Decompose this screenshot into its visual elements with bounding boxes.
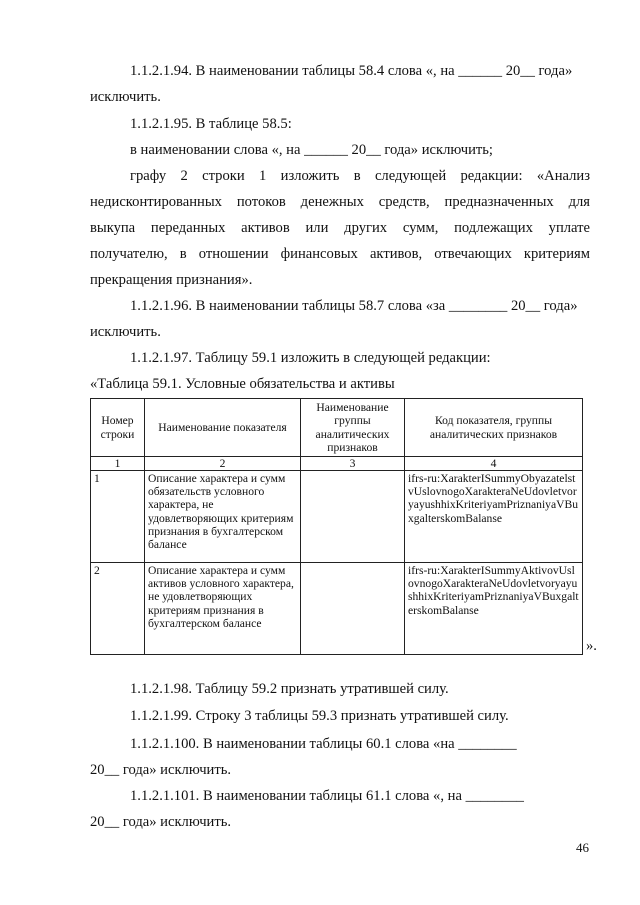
table-59-1 <box>90 398 583 655</box>
row-1-number: 1 <box>91 471 145 563</box>
page-number: 46 <box>576 840 589 855</box>
para-3: в наименовании слова «, на ______ 20__ года» исключить; <box>130 142 493 158</box>
para-7: 1.1.2.1.98. Таблицу 59.2 признать утратившей силу. <box>130 681 449 697</box>
para-4-line-3: выкупа переданных активов или других сумм, подлежащих уплате <box>90 220 590 236</box>
table-row <box>91 471 583 563</box>
para-5-line-1: 1.1.2.1.96. В наименовании таблицы 58.7 слова «за ________ 20__ года» <box>130 298 578 314</box>
table-closing-quote: ». <box>586 638 597 654</box>
para-10-line-2: 20__ года» исключить. <box>90 814 232 830</box>
col-number-2: 2 <box>145 457 301 471</box>
row-2-group <box>301 563 405 655</box>
col-number-3: 3 <box>301 457 405 471</box>
table-header-row <box>91 399 583 457</box>
header-indicator-name: Наименование показателя <box>145 399 301 457</box>
table-title: «Таблица 59.1. Условные обязательства и активы <box>90 376 395 392</box>
row-2-number: 2 <box>91 563 145 655</box>
para-4-line-4: получателю, в отношении финансовых активов, отвечающих критериям <box>90 246 590 262</box>
para-4-line-5: прекращения признания». <box>90 272 253 288</box>
table-row <box>91 563 583 655</box>
row-2-code: ifrs-ru:XarakterISummyAktivovUslovnogoXarakteraNeUdovletvoryayushhixKriteriyamPriznaniyaVBuxgalterskomBalanse <box>405 563 583 655</box>
para-5-line-2: исключить. <box>90 324 161 340</box>
row-1-group <box>301 471 405 563</box>
para-8: 1.1.2.1.99. Строку 3 таблицы 59.3 признать утратившей силу. <box>130 708 509 724</box>
col-number-4: 4 <box>405 457 583 471</box>
row-1-code: ifrs-ru:XarakterISummyObyazatelstvUslovnogoXarakteraNeUdovletvoryayushhixKriteriyamPriznaniyaVBuxgalterskomBalanse <box>405 471 583 563</box>
para-9-line-1: 1.1.2.1.100. В наименовании таблицы 60.1 слова «на ________ <box>130 736 517 752</box>
row-1-name: Описание характера и сумм обязательств условного характера, не удовлетворяющих критериям признания в бухгалтерском балансе <box>145 471 301 563</box>
col-number-1: 1 <box>91 457 145 471</box>
header-group-name: Наименование группы аналитических признаков <box>301 399 405 457</box>
para-6: 1.1.2.1.97. Таблицу 59.1 изложить в следующей редакции: <box>130 350 491 366</box>
para-10-line-1: 1.1.2.1.101. В наименовании таблицы 61.1 слова «, на ________ <box>130 788 524 804</box>
para-1-line-2: исключить. <box>90 89 161 105</box>
para-2: 1.1.2.1.95. В таблице 58.5: <box>130 116 292 132</box>
table-column-number-row <box>91 457 583 471</box>
para-9-line-2: 20__ года» исключить. <box>90 762 232 778</box>
para-4-line-2: недисконтированных потоков денежных средств, предназначенных для <box>90 194 590 210</box>
header-row-number: Номер строки <box>91 399 145 457</box>
header-code: Код показателя, группы аналитических признаков <box>405 399 583 457</box>
para-1-line-1: 1.1.2.1.94. В наименовании таблицы 58.4 слова «, на ______ 20__ года» <box>130 63 573 79</box>
row-2-name: Описание характера и сумм активов условного характера, не удовлетворяющих критериям признания в бухгалтерском балансе <box>145 563 301 655</box>
para-4-line-1: графу 2 строки 1 изложить в следующей редакции: «Анализ <box>130 168 590 184</box>
